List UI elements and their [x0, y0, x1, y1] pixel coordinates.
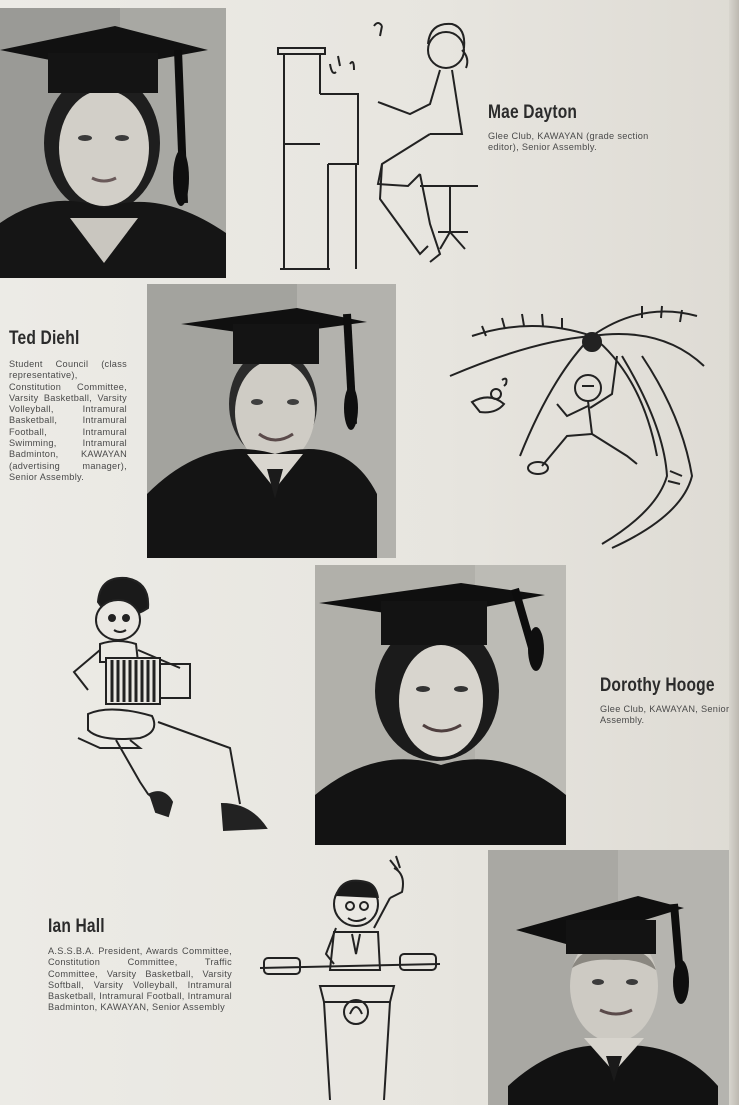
student-name-mae-dayton: Mae Dayton [488, 102, 578, 123]
student-name-ian-hall: Ian Hall [48, 916, 105, 937]
student-name-ted-diehl: Ted Diehl [9, 328, 80, 349]
portrait-ted-diehl [147, 284, 396, 558]
student-name-dorothy-hooge: Dorothy Hooge [600, 675, 715, 696]
portrait-dorothy-hooge [315, 565, 566, 845]
podium-speaker-drawing [250, 854, 450, 1102]
student-bio-dorothy-hooge: Glee Club, KAWAYAN, Senior Assembly. [600, 704, 730, 726]
student-bio-ted-diehl: Student Council (class representative), Constitution Committee, Varsity Basketball, Varsity Volleyball, Intramural Basketball, Intramural Football, Intramural Swimming, Intramural Badminton, KAWAYAN (advertising manager), Senior Assembly. [9, 359, 127, 482]
student-bio-mae-dayton: Glee Club, KAWAYAN (grade section editor), Senior Assembly. [488, 131, 649, 153]
portrait-ian-hall [488, 850, 731, 1105]
accordion-girl-drawing [60, 572, 274, 840]
palm-tree-boy-drawing [442, 296, 706, 552]
portrait-mae-dayton [0, 8, 226, 278]
piano-girl-drawing [270, 14, 480, 276]
student-bio-ian-hall: A.S.S.B.A. President, Awards Committee, Constitution Committee, Traffic Committee, Varsity Basketball, Varsity Softball, Varsity Volleyball, Intramural Basketball, Intramural Football, Intramural Badminton, KAWAYAN, Senior Assembly [48, 946, 232, 1013]
page-edge-shadow [729, 0, 739, 1105]
